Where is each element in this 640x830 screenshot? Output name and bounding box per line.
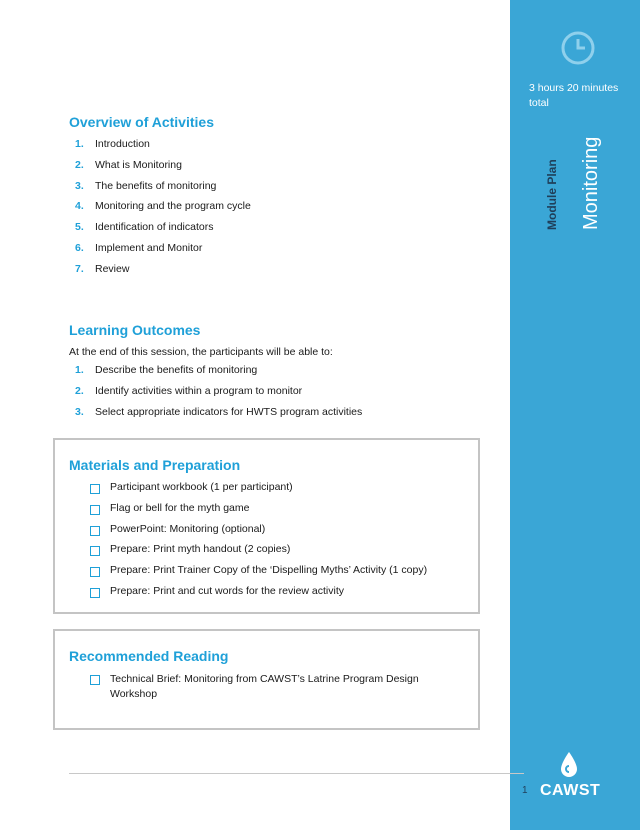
materials-heading: Materials and Preparation (69, 457, 241, 473)
item-text: Describe the benefits of monitoring (95, 364, 258, 376)
item-number: 1. (75, 364, 84, 376)
checklist-item (90, 672, 430, 702)
clock-icon (560, 30, 596, 66)
item-text: Technical Brief: Monitoring from CAWST’s Latrine Program Design Workshop (110, 673, 419, 700)
overview-list (69, 138, 251, 284)
item-text: Identify activities within a program to monitor (95, 384, 303, 397)
item-number: 1. (75, 138, 84, 150)
checkbox[interactable] (90, 588, 100, 598)
item-text: Monitoring and the program cycle (95, 200, 251, 213)
item-text: Implement and Monitor (95, 241, 203, 254)
outcomes-list (69, 364, 362, 426)
checkbox[interactable] (90, 526, 100, 536)
list-item (69, 138, 251, 159)
item-number: 3. (75, 179, 84, 192)
checklist-item (90, 481, 427, 502)
brand-logo: CAWST (540, 782, 601, 799)
list-item (69, 200, 251, 221)
list-item (69, 385, 362, 406)
item-text: The benefits of monitoring (95, 179, 217, 192)
checklist-item (90, 523, 427, 544)
checkbox[interactable] (90, 567, 100, 577)
module-plan-label: Module Plan (545, 159, 559, 230)
item-text: Prepare: Print and cut words for the review activity (110, 584, 345, 597)
water-drop-icon (558, 750, 580, 780)
item-text: Review (95, 262, 130, 275)
materials-checklist (90, 481, 427, 606)
checklist-item (90, 543, 427, 564)
overview-heading: Overview of Activities (69, 114, 214, 130)
item-text: Identification of indicators (95, 221, 214, 234)
list-item (69, 364, 362, 385)
item-number: 7. (75, 262, 84, 275)
item-text: Participant workbook (1 per participant) (110, 481, 293, 493)
reading-heading: Recommended Reading (69, 648, 229, 664)
page-number: 1 (522, 785, 528, 796)
module-title: Monitoring (580, 136, 602, 230)
list-item (69, 263, 251, 284)
duration-text: 3 hours 20 minutes total (529, 82, 619, 109)
item-text: Flag or bell for the myth game (110, 501, 250, 514)
reading-checklist (90, 672, 430, 702)
item-number: 6. (75, 241, 84, 254)
checkbox[interactable] (90, 675, 100, 685)
sidebar (510, 0, 640, 830)
checkbox[interactable] (90, 484, 100, 494)
outcomes-heading: Learning Outcomes (69, 322, 201, 338)
item-number: 2. (75, 158, 84, 171)
item-text: What is Monitoring (95, 158, 182, 171)
checkbox[interactable] (90, 505, 100, 515)
outcomes-intro: At the end of this session, the participants will be able to: (69, 346, 333, 358)
list-item (69, 242, 251, 263)
item-text: PowerPoint: Monitoring (optional) (110, 522, 266, 535)
list-item (69, 221, 251, 242)
item-number: 2. (75, 384, 84, 397)
item-number: 3. (75, 405, 84, 418)
item-text: Prepare: Print Trainer Copy of the ‘Dispelling Myths’ Activity (1 copy) (110, 564, 428, 577)
checklist-item (90, 564, 427, 585)
list-item (69, 406, 362, 427)
list-item (69, 159, 251, 180)
footer-rule (69, 773, 524, 774)
item-text: Prepare: Print myth handout (2 copies) (110, 543, 291, 556)
list-item (69, 180, 251, 201)
checklist-item (90, 502, 427, 523)
item-number: 4. (75, 200, 84, 213)
checkbox[interactable] (90, 546, 100, 556)
item-text: Introduction (95, 138, 150, 150)
item-number: 5. (75, 221, 84, 234)
item-text: Select appropriate indicators for HWTS program activities (95, 405, 363, 418)
checklist-item (90, 585, 427, 606)
